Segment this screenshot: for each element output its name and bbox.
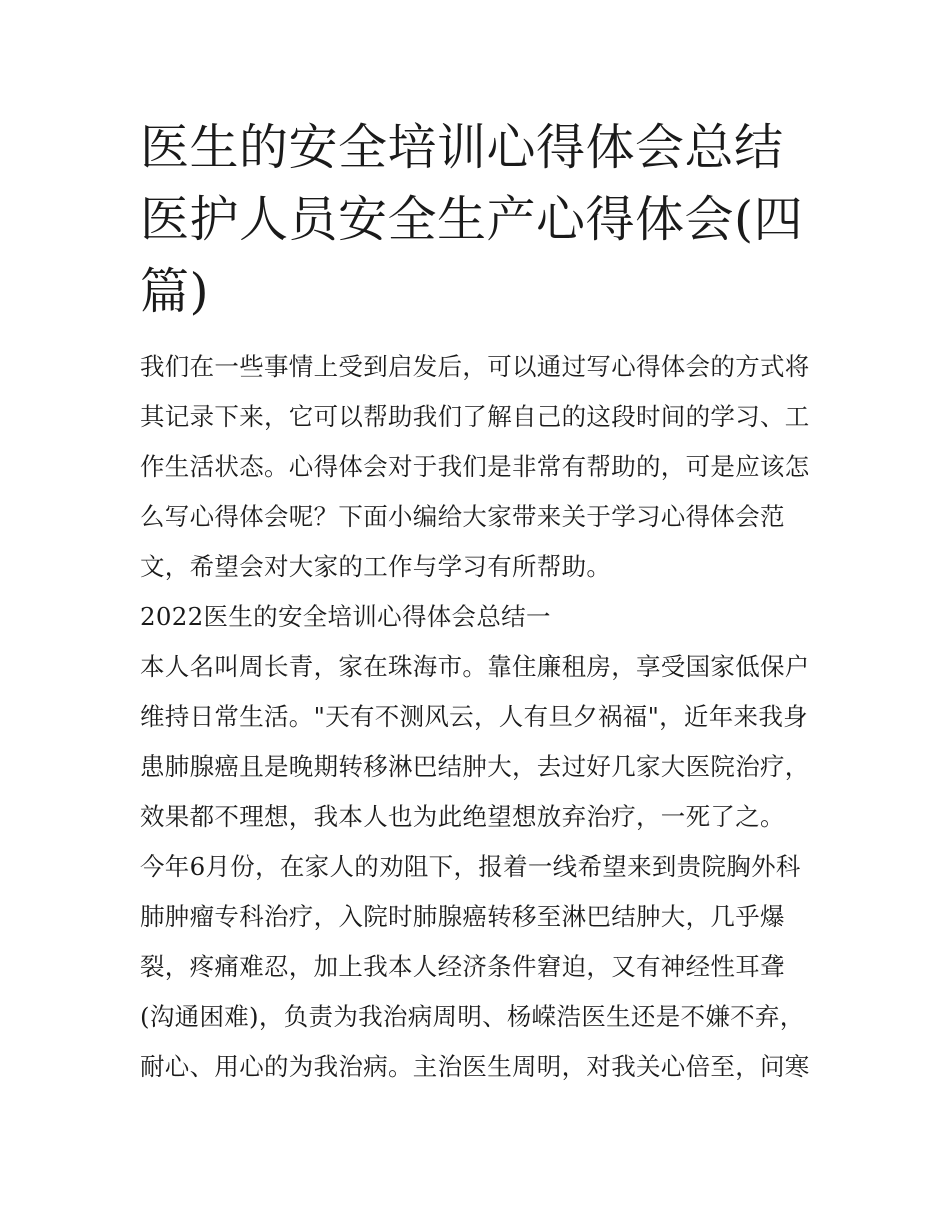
intro-paragraph: 我们在一些事情上受到启发后，可以通过写心得体会的方式将其记录下来，它可以帮助我们了解自己的这段时间的学习、工作生活状态。心得体会对于我们是非常有帮助的，可是应该怎么写心得体会呢？下面小编给大家带来关于学习心得体会范文，希望会对大家的工作与学习有所帮助。 bbox=[140, 352, 810, 581]
section-heading: 2022医生的安全培训心得体会总结一 bbox=[140, 602, 551, 631]
document-title: 医生的安全培训心得体会总结医护人员安全生产心得体会(四篇) bbox=[140, 119, 804, 320]
document-page bbox=[140, 112, 815, 1092]
body-paragraph: 本人名叫周长青，家在珠海市。靠住廉租房，享受国家低保户维持日常生活。"天有不测风云，人有旦夕祸福"，近年来我身患肺腺癌且是晚期转移淋巴结肿大，去过好几家大医院治疗，效果都不理想，我本人也为此绝望想放弃治疗，一死了之。 bbox=[140, 652, 810, 831]
document-body bbox=[140, 342, 815, 1092]
body-paragraph: 今年6月份，在家人的劝阻下，报着一线希望来到贵院胸外科肺肿瘤专科治疗，入院时肺腺癌转移至淋巴结肿大，几乎爆裂，疼痛难忍，加上我本人经济条件窘迫，又有神经性耳聋(沟通困难)，负责为我治病周明、杨嵘浩医生还是不嫌不弃，耐心、用心的为我治病。主治医生周明，对我关心倍至，问寒 bbox=[140, 852, 810, 1081]
